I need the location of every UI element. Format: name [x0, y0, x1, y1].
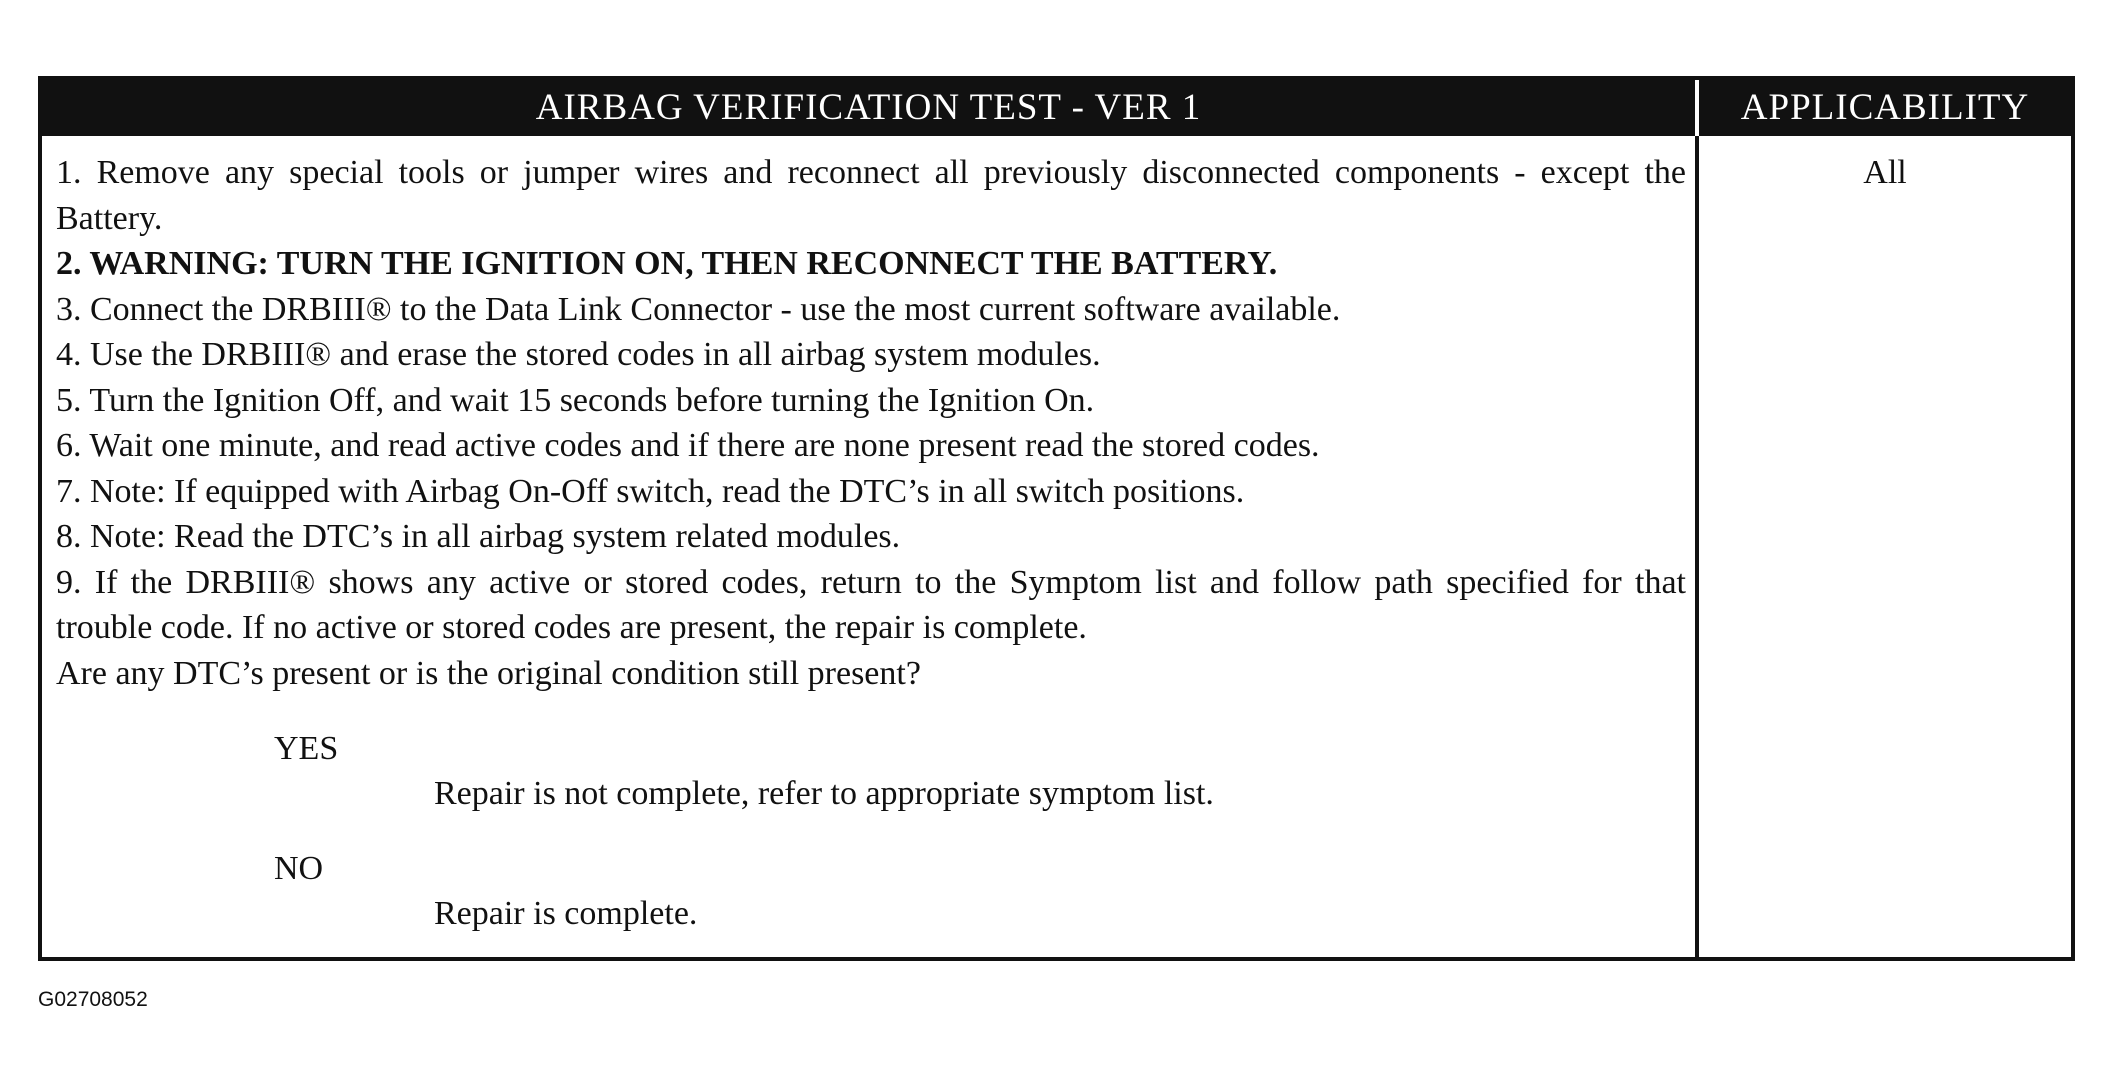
table-header: [42, 80, 2071, 136]
step-1: 1. Remove any special tools or jumper wires and reconnect all previously disconnected components - except the Battery.: [56, 154, 1686, 237]
yes-result: Repair is not complete, refer to appropriate symptom list.: [434, 775, 1214, 812]
step-6: 6. Wait one minute, and read active codes and if there are none present read the stored codes.: [56, 427, 1320, 464]
applicability-header: APPLICABILITY: [1740, 87, 2030, 128]
step-4: 4. Use the DRBIII® and erase the stored codes in all airbag system modules.: [56, 336, 1101, 373]
yes-label: YES: [274, 730, 339, 767]
no-label: NO: [274, 850, 324, 887]
step-9: 9. If the DRBIII® shows any active or stored codes, return to the Symptom list and follow path specified for that trouble code. If no active or stored codes are present, the repair is complete.: [56, 563, 1686, 646]
step-8: 8. Note: Read the DTC’s in all airbag system related modules.: [56, 518, 901, 555]
step-5: 5. Turn the Ignition Off, and wait 15 seconds before turning the Ignition On.: [56, 381, 1095, 419]
figure-id: G02708052: [38, 988, 148, 1011]
table-title: AIRBAG VERIFICATION TEST - VER 1: [535, 87, 1202, 128]
column-divider: [1695, 136, 1699, 957]
question-text: Are any DTC’s present or is the original condition still present?: [56, 654, 921, 692]
no-result: Repair is complete.: [434, 895, 698, 932]
step-3: 3. Connect the DRBIII® to the Data Link Connector - use the most current software available.: [56, 290, 1341, 328]
step-7: 7. Note: If equipped with Airbag On-Off switch, read the DTC’s in all switch positions.: [56, 472, 1245, 510]
applicability-value: All: [1863, 154, 1907, 191]
procedure-steps: [56, 150, 1686, 696]
verification-test-table: [38, 76, 2075, 961]
step-2-warning: 2. WARNING: TURN THE IGNITION ON, THEN RECONNECT THE BATTERY.: [56, 245, 1278, 282]
